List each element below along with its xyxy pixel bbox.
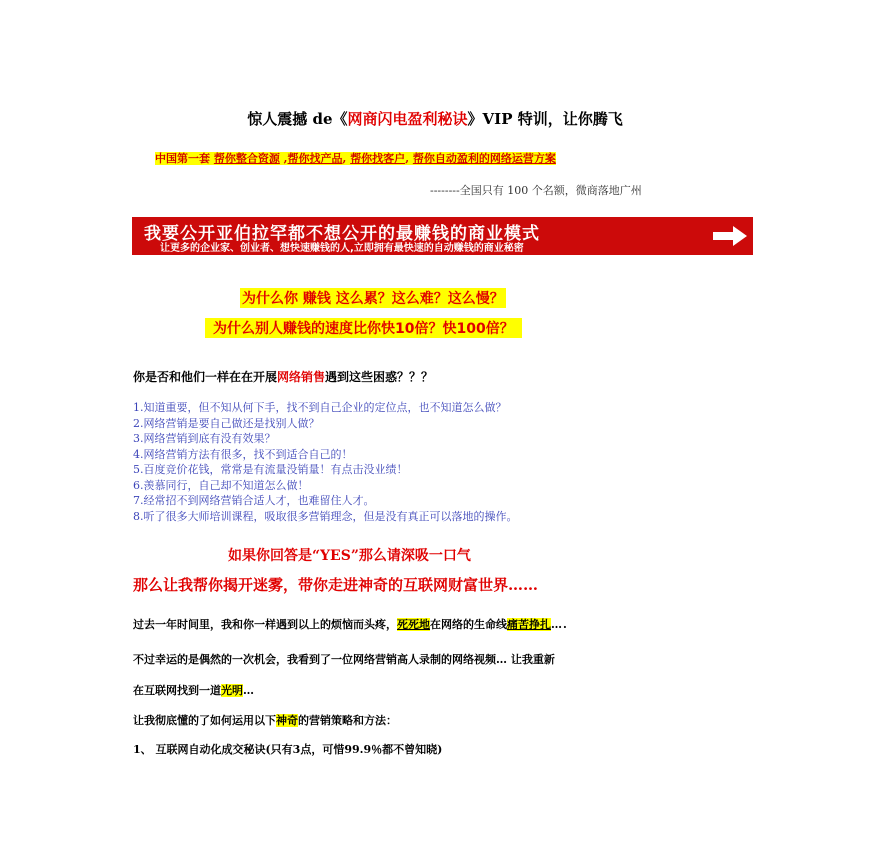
yes-prompt: 如果你回答是“YES”那么请深吸一口气 — [228, 548, 471, 564]
tagline: 中国第一套 帮你整合资源 ,帮你找产品, 帮你找客户, 帮你自动盈利的网络运营方案 — [155, 152, 556, 165]
banner-headline: 我要公开亚伯拉罕都不想公开的最赚钱的商业模式 — [144, 224, 540, 244]
list-item: 1.知道重要，但不知从何下手，找不到自己企业的定位点，也不知道怎么做？ — [133, 401, 507, 414]
section-heading: 你是否和他们一样在在开展网络销售遇到这些困惑？？？ — [133, 370, 434, 384]
question-tired: 为什么你 赚钱 这么累？这么难？这么慢？ — [240, 288, 506, 308]
paragraph-struggle: 过去一年时间里，我和你一样遇到以上的烦恼而头疼，死死地在网络的生命线痛苦挣扎…. — [133, 618, 568, 631]
paragraph-light: 在互联网找到一道光明… — [133, 684, 255, 697]
list-item: 3.网络营销到底有没有效果？ — [133, 432, 276, 445]
banner-subline: 让更多的企业家、创业者、想快速赚钱的人,立即拥有最快速的自动赚钱的商业秘密 — [160, 243, 524, 254]
quota-note: --------全国只有 100 个名额，微商落地广州 — [430, 184, 642, 197]
paragraph-chance: 不过幸运的是偶然的一次机会，我看到了一位网络营销高人录制的网络视频… 让我重新 — [133, 653, 555, 666]
reveal-line: 那么让我帮你揭开迷雾，带你走进神奇的互联网财富世界…… — [133, 576, 539, 594]
page-title: 惊人震撼 de《网商闪电盈利秘诀》VIP 特训，让你腾飞 — [247, 110, 623, 128]
promo-banner[interactable] — [132, 217, 753, 255]
title-highlight: 网商闪电盈利秘诀 — [347, 110, 468, 128]
list-item: 5.百度竞价花钱，常常是有流量没销量！有点击没业绩！ — [133, 463, 408, 476]
question-speed: 为什么别人赚钱的速度比你快10倍？快100倍？ — [205, 318, 522, 338]
list-item: 6.羡慕同行，自己却不知道怎么做！ — [133, 478, 309, 492]
problem-list — [133, 400, 518, 524]
list-item: 8.听了很多大师培训课程，吸取很多营销理念，但是没有真正可以落地的操作。 — [133, 509, 518, 523]
list-item: 4.网络营销方法有很多，找不到适合自己的！ — [133, 447, 353, 461]
right-arrow-icon — [713, 226, 747, 246]
point-one: 1、 互联网自动化成交秘诀(只有3点，可惜99.9％都不曾知晓) — [133, 743, 443, 756]
list-item: 7.经常招不到网络营销合适人才，也难留住人才。 — [133, 494, 375, 507]
list-item: 2.网络营销是要自己做还是找别人做？ — [133, 416, 320, 430]
paragraph-method: 让我彻底懂的了如何运用以下神奇的营销策略和方法： — [133, 714, 397, 727]
